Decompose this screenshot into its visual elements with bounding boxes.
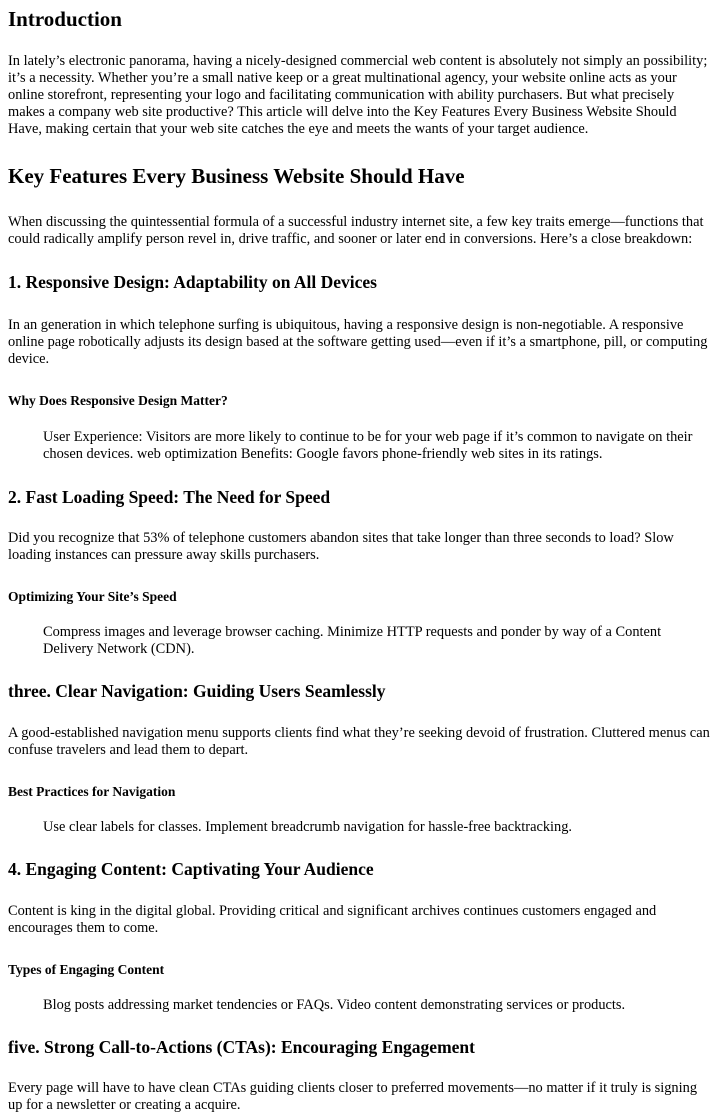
key-features-paragraph: When discussing the quintessential formula of a successful industry internet site, a few key traits emerge—functions that could radically amplify person revel in, drive traffic, and sooner or later end in conversions. Here’s a close breakdown:: [8, 214, 704, 247]
blockquote-content-types: Blog posts addressing market tendencies or FAQs. Video content demonstrating services or products.: [43, 997, 626, 1013]
key-features-heading: Key Features Every Business Website Should Have: [8, 164, 465, 188]
section-paragraph-loading-speed: Did you recognize that 53% of telephone customers abandon sites that take longer than three seconds to load? Slow loading instances can pressure away skills purchasers.: [8, 530, 674, 563]
subheading-content-types: Types of Engaging Content: [8, 962, 165, 977]
blockquote-navigation-tips: Use clear labels for classes. Implement breadcrumb navigation for hassle-free backtracking.: [43, 819, 573, 835]
section-paragraph-responsive-design: In an generation in which telephone surfing is ubiquitous, having a responsive design is non-negotiable. A responsive online page robotically adjusts its design based at the software getting used—even if it’s a smartphone, pill, or computing device.: [8, 317, 708, 367]
subheading-why-responsive: Why Does Responsive Design Matter?: [8, 393, 228, 408]
section-heading-navigation: three. Clear Navigation: Guiding Users Seamlessly: [8, 681, 386, 701]
blockquote-responsive-benefits: User Experience: Visitors are more likely to continue to be for your web page if it’s common to navigate on their chosen devices. web optimization Benefits: Google favors phone-friendly web sites in its ratings.: [43, 429, 693, 462]
subheading-optimizing-speed: Optimizing Your Site’s Speed: [8, 589, 177, 604]
intro-heading: Introduction: [8, 7, 122, 31]
section-heading-engaging-content: 4. Engaging Content: Captivating Your Audience: [8, 859, 374, 879]
section-paragraph-navigation: A good-established navigation menu supports clients find what they’re seeking devoid of frustration. Cluttered menus can confuse travelers and lead them to depart.: [8, 725, 710, 758]
blockquote-speed-tips: Compress images and leverage browser caching. Minimize HTTP requests and ponder by way of a Content Delivery Network (CDN).: [43, 624, 662, 657]
section-paragraph-ctas: Every page will have to have clean CTAs guiding clients closer to preferred movements—no matter if it truly is signing up for a newsletter or creating a acquire.: [8, 1080, 698, 1113]
intro-paragraph: In lately’s electronic panorama, having a nicely-designed commercial web content is absolutely not simply an possibility; it’s a necessity. Whether you’re a small native keep or a great multinational agency, your website online acts as your online storefront, representing your logo and facilitating communication with ability purchasers. But what precisely makes a company web site productive? This article will delve into the Key Features Every Business Website Should Have, making certain that your web site catches the eye and meets the wants of your target audience.: [8, 53, 708, 137]
section-heading-responsive-design: 1. Responsive Design: Adaptability on All Devices: [8, 272, 377, 292]
article: [0, 6, 712, 1114]
subheading-navigation-practices: Best Practices for Navigation: [8, 784, 176, 799]
section-heading-loading-speed: 2. Fast Loading Speed: The Need for Speed: [8, 487, 331, 507]
section-paragraph-engaging-content: Content is king in the digital global. Providing critical and significant archives continues customers engaged and encourages them to come.: [8, 903, 657, 936]
section-heading-ctas: five. Strong Call-to-Actions (CTAs): Encouraging Engagement: [8, 1037, 475, 1057]
